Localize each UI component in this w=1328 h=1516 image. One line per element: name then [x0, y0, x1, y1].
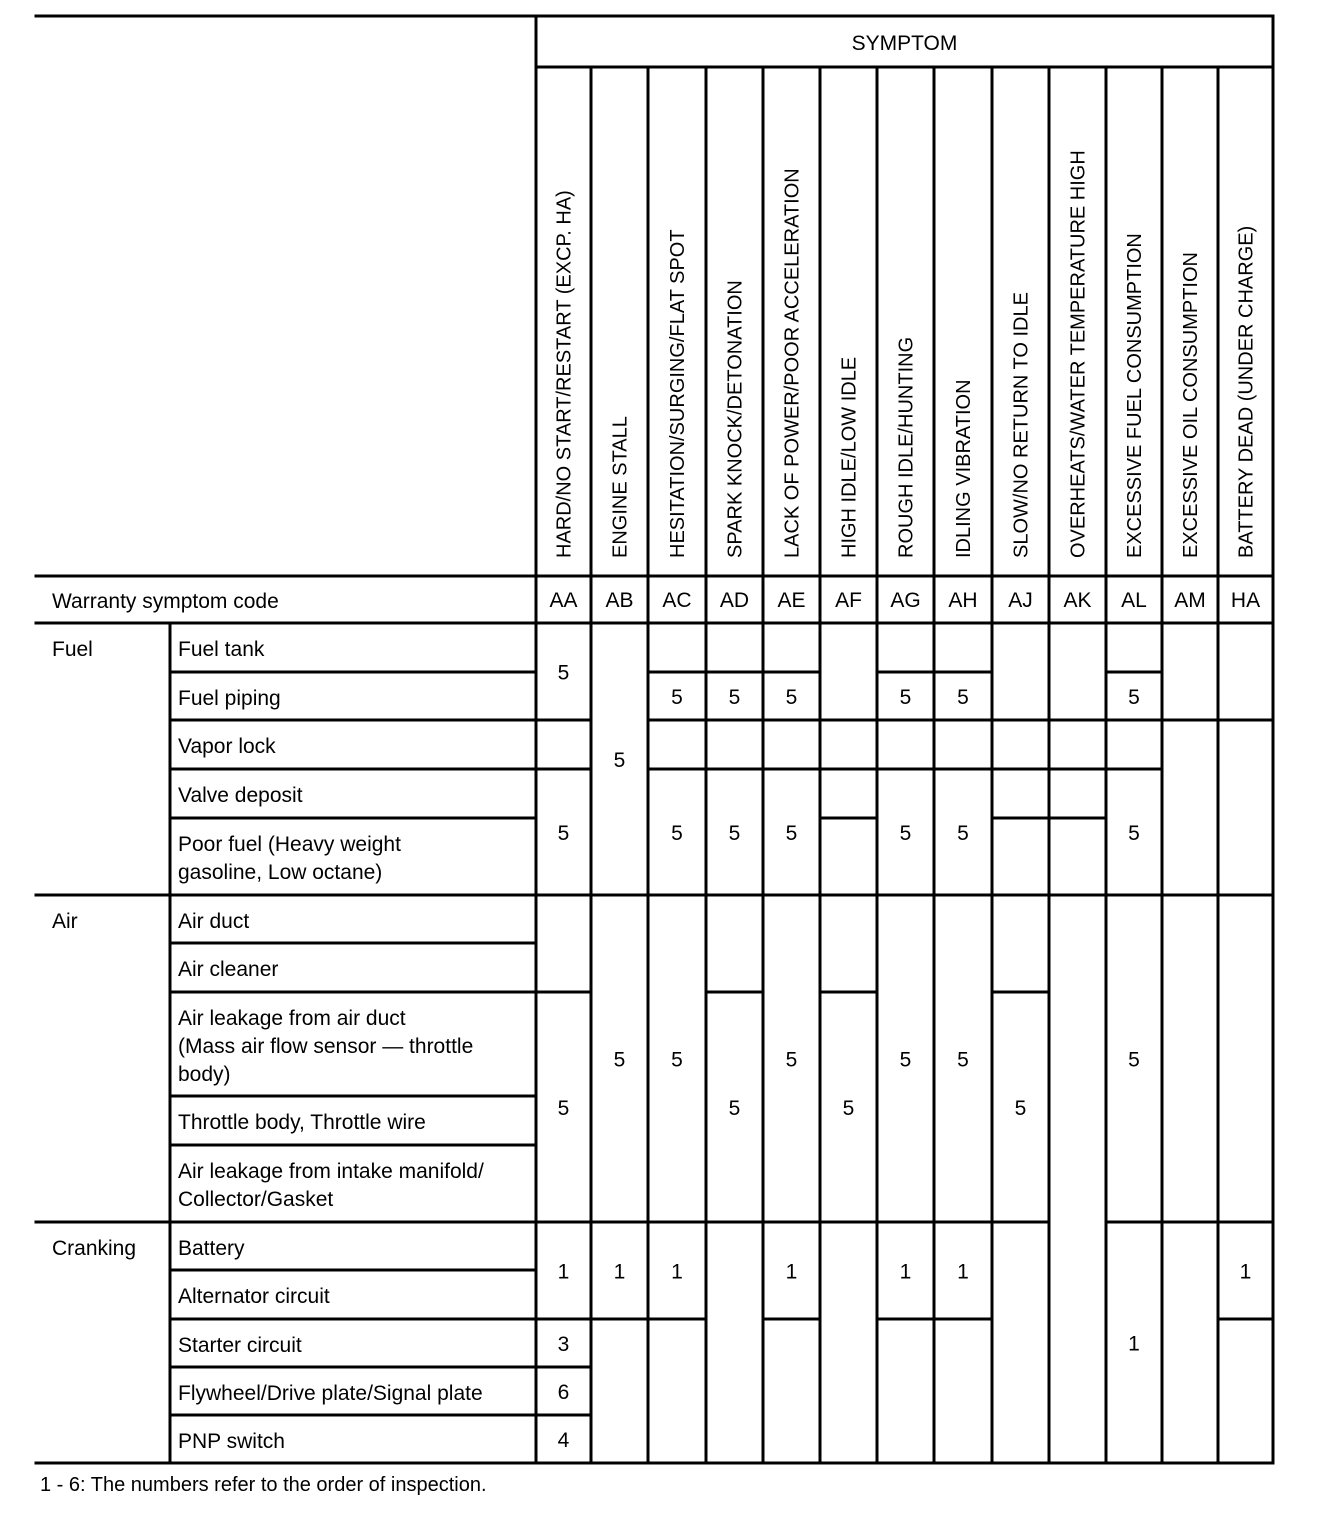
matrix-value: 1 — [957, 1260, 969, 1284]
matrix-value: 5 — [728, 1097, 741, 1120]
symptom-label: EXCESSIVE OIL CONSUMPTION — [1180, 252, 1202, 558]
matrix-value: 5 — [613, 749, 626, 772]
matrix-value: 5 — [1128, 822, 1140, 845]
symptom-code: AG — [890, 589, 921, 612]
matrix-value: 6 — [557, 1381, 570, 1404]
matrix-value: 5 — [671, 686, 683, 709]
symptom-code: AK — [1063, 589, 1092, 612]
matrix-value: 5 — [557, 822, 570, 845]
item-label: Air duct — [178, 910, 250, 933]
matrix-value: 5 — [957, 1048, 969, 1072]
symptom-label: EXCESSIVE FUEL CONSUMPTION — [1124, 233, 1146, 558]
item-label: Throttle body, Throttle wire — [178, 1111, 426, 1134]
item-label: Fuel piping — [178, 687, 281, 710]
warranty-code-label: Warranty symptom code — [52, 590, 279, 613]
matrix-value: 5 — [899, 822, 912, 845]
matrix-value: 5 — [613, 1048, 626, 1072]
symptom-title: SYMPTOM — [851, 32, 958, 55]
matrix-value: 5 — [785, 686, 798, 709]
symptom-label: IDLING VIBRATION — [953, 379, 975, 558]
symptom-label: BATTERY DEAD (UNDER CHARGE) — [1235, 225, 1258, 558]
matrix-value: 1 — [785, 1260, 798, 1284]
matrix-value: 5 — [899, 1048, 912, 1072]
item-label: Air cleaner — [178, 958, 279, 981]
footnote: 1 - 6: The numbers refer to the order of inspection. — [40, 1474, 487, 1496]
matrix-value: 5 — [785, 822, 798, 845]
symptom-label: SPARK KNOCK/DETONATION — [724, 280, 747, 558]
item-label: Flywheel/Drive plate/Signal plate — [178, 1382, 483, 1405]
matrix-value: 5 — [899, 686, 912, 709]
symptom-label: SLOW/NO RETURN TO IDLE — [1010, 292, 1033, 558]
symptom-label: LACK OF POWER/POOR ACCELERATION — [781, 168, 804, 558]
symptom-code: AA — [549, 589, 578, 612]
item-label: Battery — [178, 1237, 245, 1260]
matrix-value: 5 — [728, 686, 741, 709]
matrix-value: 1 — [1128, 1332, 1140, 1356]
item-label: Fuel tank — [178, 638, 265, 661]
item-label: Valve deposit — [178, 784, 303, 807]
matrix-value: 1 — [557, 1260, 570, 1284]
symptom-code: AM — [1174, 589, 1206, 612]
matrix-value: 5 — [957, 686, 969, 709]
matrix-value: 1 — [1239, 1260, 1252, 1284]
item-label: body) — [178, 1063, 231, 1086]
category-label: Cranking — [52, 1237, 137, 1260]
symptom-label: HESITATION/SURGING/FLAT SPOT — [667, 229, 689, 558]
matrix-value: 5 — [557, 661, 570, 685]
matrix-value: 5 — [785, 1048, 798, 1072]
item-label: PNP switch — [178, 1430, 285, 1453]
symptom-code: AD — [719, 589, 750, 612]
item-label: Alternator circuit — [178, 1285, 330, 1308]
symptom-label: HIGH IDLE/LOW IDLE — [838, 356, 861, 558]
symptom-code: AH — [948, 589, 978, 612]
symptom-code: AF — [835, 589, 862, 612]
item-label: (Mass air flow sensor — throttle — [178, 1035, 474, 1058]
symptom-code: AJ — [1008, 589, 1033, 612]
item-label: Air leakage from air duct — [178, 1007, 406, 1030]
symptom-label: ROUGH IDLE/HUNTING — [895, 336, 918, 558]
matrix-value: 5 — [1014, 1097, 1027, 1120]
symptom-code: HA — [1230, 589, 1261, 612]
matrix-value: 1 — [671, 1260, 683, 1284]
matrix-value: 5 — [728, 822, 741, 845]
item-label: Air leakage from intake manifold/ — [178, 1160, 484, 1183]
item-label: Poor fuel (Heavy weight — [178, 833, 401, 856]
matrix-value: 3 — [557, 1333, 570, 1356]
matrix-value: 5 — [1128, 686, 1140, 709]
symptom-label: OVERHEATS/WATER TEMPERATURE HIGH — [1067, 150, 1090, 558]
symptom-label: ENGINE STALL — [609, 416, 632, 558]
matrix-value: 5 — [671, 822, 683, 845]
symptom-code: AE — [777, 589, 806, 612]
matrix-value: 4 — [557, 1429, 570, 1452]
category-label: Fuel — [52, 638, 93, 661]
item-label: Starter circuit — [178, 1334, 302, 1357]
matrix-value: 5 — [842, 1097, 855, 1120]
item-label: Vapor lock — [178, 735, 276, 758]
matrix-value: 5 — [1128, 1048, 1140, 1072]
matrix-value: 1 — [899, 1260, 912, 1284]
matrix-value: 5 — [671, 1048, 683, 1072]
symptom-code: AL — [1121, 589, 1147, 612]
symptom-code: AB — [605, 589, 634, 612]
symptom-label: HARD/NO START/RESTART (EXCP. HA) — [553, 190, 576, 558]
symptom-code: AC — [662, 589, 692, 612]
matrix-value: 1 — [613, 1260, 626, 1284]
item-label: gasoline, Low octane) — [178, 861, 383, 884]
matrix-value: 5 — [957, 822, 969, 845]
matrix-value: 5 — [557, 1097, 570, 1120]
category-label: Air — [52, 910, 78, 933]
item-label: Collector/Gasket — [178, 1188, 334, 1211]
